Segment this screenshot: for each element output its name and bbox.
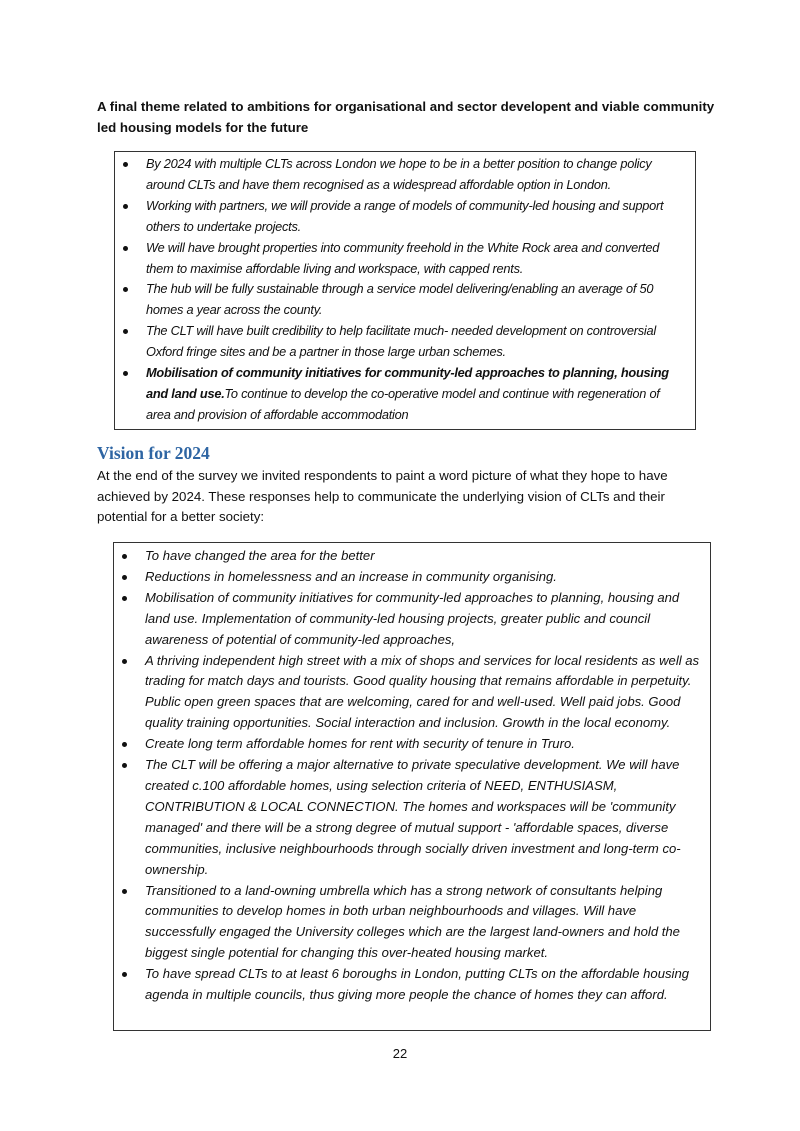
bullet-icon bbox=[122, 763, 127, 768]
list-item-bold-text: Mobilisation of community initiatives for community-led approaches to planning, housing and land use. bbox=[146, 365, 669, 401]
list-item-text: Mobilisation of community initiatives for community-led approaches to planning, housing and land use. Implementation of community-led housing projects, greater public and council awareness of potential of community-led approaches, bbox=[145, 589, 680, 647]
theme-heading: A final theme related to ambitions for organisational and sector developent and viable community led housing models for the future bbox=[97, 99, 715, 135]
bullet-icon bbox=[122, 659, 127, 664]
bullet-icon bbox=[123, 371, 128, 376]
list-item-text: Working with partners, we will provide a range of models of community-led housing and support others to undertake projects. bbox=[146, 197, 664, 234]
vision-heading: Vision for 2024 bbox=[97, 443, 210, 463]
bullet-icon bbox=[123, 162, 128, 167]
ambitions-list bbox=[115, 154, 687, 426]
list-item-text: The hub will be fully sustainable through a service model delivering/enabling an average of 50 homes a year across the county. bbox=[146, 281, 654, 318]
ambitions-box bbox=[114, 151, 696, 430]
list-item bbox=[115, 363, 687, 426]
list-item bbox=[114, 651, 702, 735]
bullet-icon bbox=[122, 596, 127, 601]
vision-intro-paragraph: At the end of the survey we invited respondents to paint a word picture of what they hope to have achieved by 2024. These responses help to communicate the underlying vision of CLTs and their potential for a better society: bbox=[97, 468, 668, 525]
vision-list bbox=[114, 546, 702, 1006]
bullet-icon bbox=[123, 246, 128, 251]
list-item bbox=[115, 238, 687, 280]
bullet-icon bbox=[122, 575, 127, 580]
bullet-icon bbox=[122, 742, 127, 747]
list-item-text: To continue to develop the co-operative model and continue with regeneration of area and provision of affordable accommodation bbox=[146, 385, 660, 422]
list-item-text: By 2024 with multiple CLTs across London we hope to be in a better position to change policy around CLTs and have them recognised as a widespread affordable option in London. bbox=[146, 156, 652, 192]
bullet-icon bbox=[122, 554, 127, 559]
list-item-text: The CLT will have built credibility to help facilitate much- needed development on controversial Oxford fringe sites and be a partner in those large urban schemes. bbox=[146, 323, 656, 360]
list-item-text: To have changed the area for the better bbox=[145, 548, 375, 563]
list-item bbox=[114, 964, 702, 1006]
bullet-icon bbox=[123, 204, 128, 209]
list-item bbox=[115, 279, 687, 321]
list-item bbox=[115, 321, 687, 363]
list-item bbox=[114, 734, 702, 755]
list-item bbox=[114, 546, 702, 567]
list-item bbox=[114, 567, 702, 588]
bullet-icon bbox=[122, 889, 127, 894]
list-item-text: To have spread CLTs to at least 6 boroughs in London, putting CLTs on the affordable housing agenda in multiple councils, thus giving more people the chance of homes they can afford. bbox=[145, 966, 690, 1003]
list-item-text: Reductions in homelessness and an increase in community organising. bbox=[145, 568, 557, 584]
list-item bbox=[114, 881, 702, 965]
bullet-icon bbox=[122, 972, 127, 977]
list-item-text: We will have brought properties into community freehold in the White Rock area and converted them to maximise affordable living and workspace, with capped rents. bbox=[146, 239, 660, 276]
list-item-text: The CLT will be offering a major alternative to private speculative development. We will have created c.100 affordable homes, using selection criteria of NEED, ENTHUSIASM, CONTRIBUTION & LOCAL CONNECTION. The homes and workspaces will be 'community managed' and there will be a strong degree of mutual support - 'affordable spaces, diverse communities, inclusive neighbourhoods through socially driven investment and long-term co-ownership. bbox=[145, 757, 681, 877]
list-item bbox=[114, 755, 702, 880]
page-number: 22 bbox=[392, 1046, 408, 1061]
list-item bbox=[115, 154, 687, 196]
list-item bbox=[114, 588, 702, 651]
bullet-icon bbox=[123, 287, 128, 292]
list-item-text: Create long term affordable homes for rent with security of tenure in Truro. bbox=[145, 736, 575, 752]
vision-box bbox=[113, 542, 711, 1031]
list-item-text: Transitioned to a land-owning umbrella which has a strong network of consultants helping communities to develop homes in both urban neighbourhoods and villages. Will have successfully engaged the University colleges which are the largest land-owners and hold the biggest single potential for changing this over-heated housing market. bbox=[145, 882, 680, 961]
bullet-icon bbox=[123, 329, 128, 334]
list-item-text: A thriving independent high street with a mix of shops and services for local residents as well as trading for match days and tourists. Good quality housing that remains affordable in perpetuity. Public open green spaces that are welcoming, cared for and well-used. Well paid jobs. Good quality training opportunities. Social interaction and inclusion. Growth in the local economy. bbox=[145, 652, 700, 731]
list-item bbox=[115, 196, 687, 238]
